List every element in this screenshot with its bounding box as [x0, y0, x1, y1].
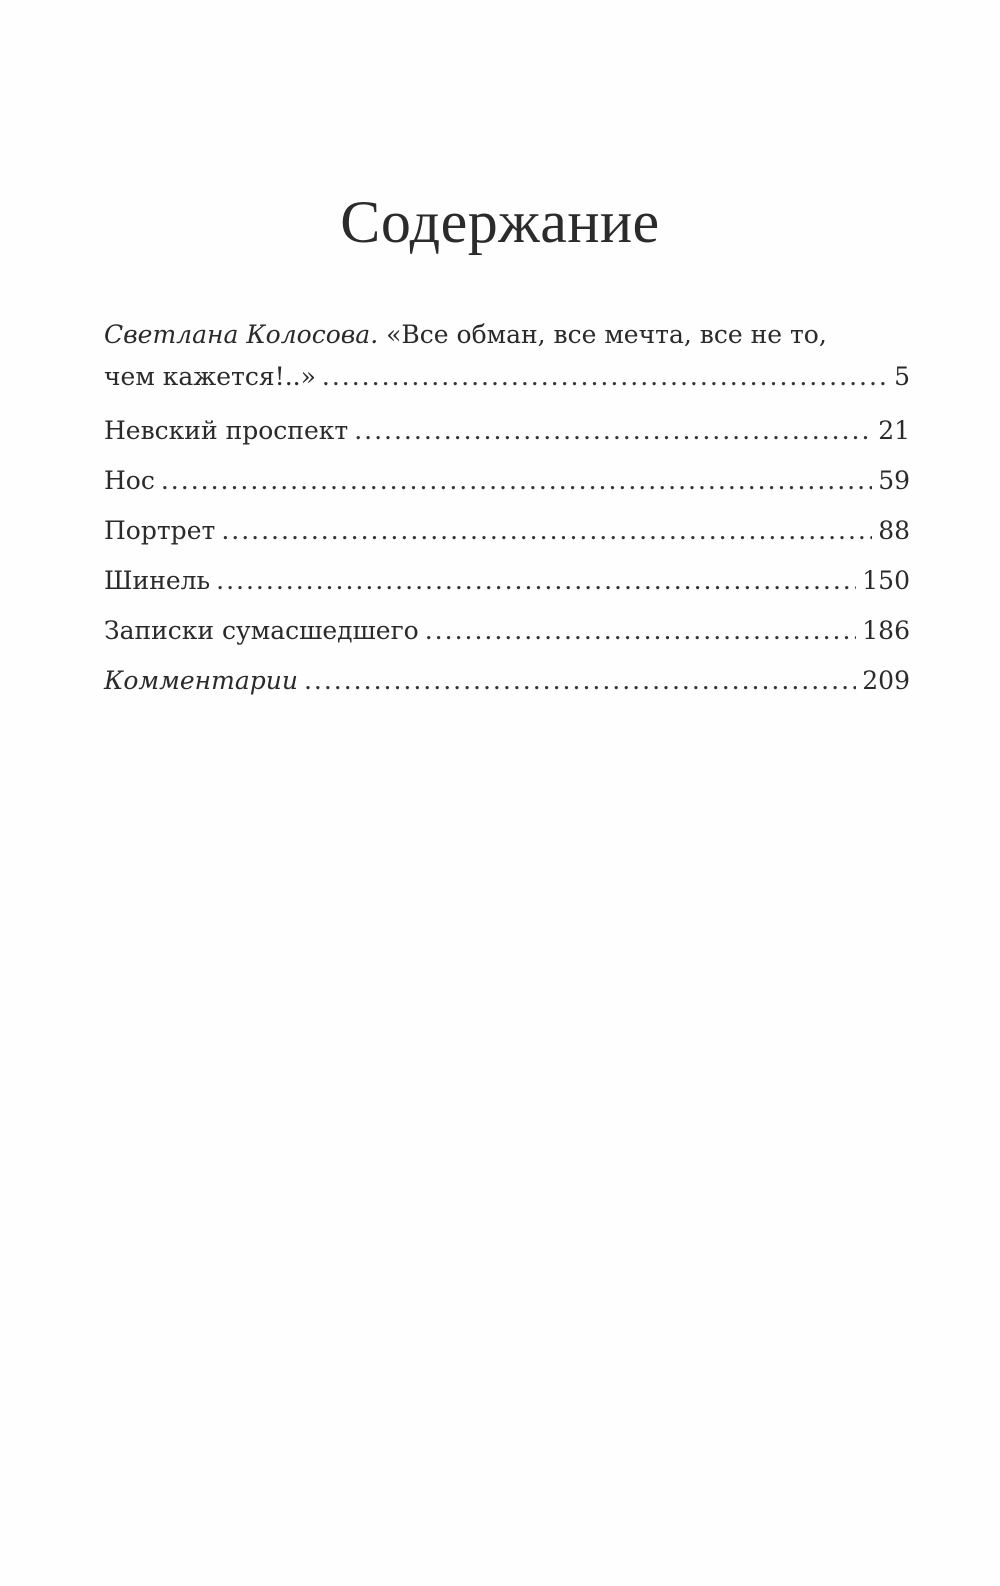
toc-entry-title: Записки сумасшедшего: [104, 616, 419, 645]
toc-entry-intro-line-1: [104, 314, 910, 356]
toc-entry-intro-line-2: [104, 356, 910, 398]
page-title: Содержание: [340, 189, 660, 255]
toc-entry-title: «Все обман, все мечта, все не то,: [386, 320, 827, 349]
toc-page-number: 5: [894, 362, 910, 391]
toc-entry: [104, 656, 910, 706]
toc-entry-title: Нос: [104, 466, 155, 495]
toc-entry: [104, 556, 910, 606]
toc-entry-author: Светлана Колосова.: [104, 320, 379, 349]
toc-entry: [104, 606, 910, 656]
toc-entry-title: Портрет: [104, 516, 216, 545]
toc-page-number: 186: [862, 616, 910, 645]
dot-leader: [322, 356, 886, 398]
toc-entry: [104, 506, 910, 556]
toc-page-number: 88: [878, 516, 910, 545]
dot-leader: [304, 656, 856, 706]
dot-leader: [221, 506, 872, 556]
toc-entry-title-continued: чем кажется!..»: [104, 362, 316, 391]
table-of-contents: [104, 314, 910, 706]
toc-page-number: 59: [878, 466, 910, 495]
dot-leader: [354, 406, 872, 456]
toc-entry-title: Комментарии: [104, 666, 298, 695]
toc-entry-title: Невский проспект: [104, 416, 349, 445]
toc-entry-title: Шинель: [104, 566, 211, 595]
toc-page-number: 21: [878, 416, 910, 445]
toc-entry: [104, 456, 910, 506]
toc-page-number: 150: [862, 566, 910, 595]
dot-leader: [425, 606, 857, 656]
toc-page-number: 209: [862, 666, 910, 695]
toc-entry: [104, 406, 910, 456]
dot-leader: [216, 556, 856, 606]
dot-leader: [161, 456, 872, 506]
